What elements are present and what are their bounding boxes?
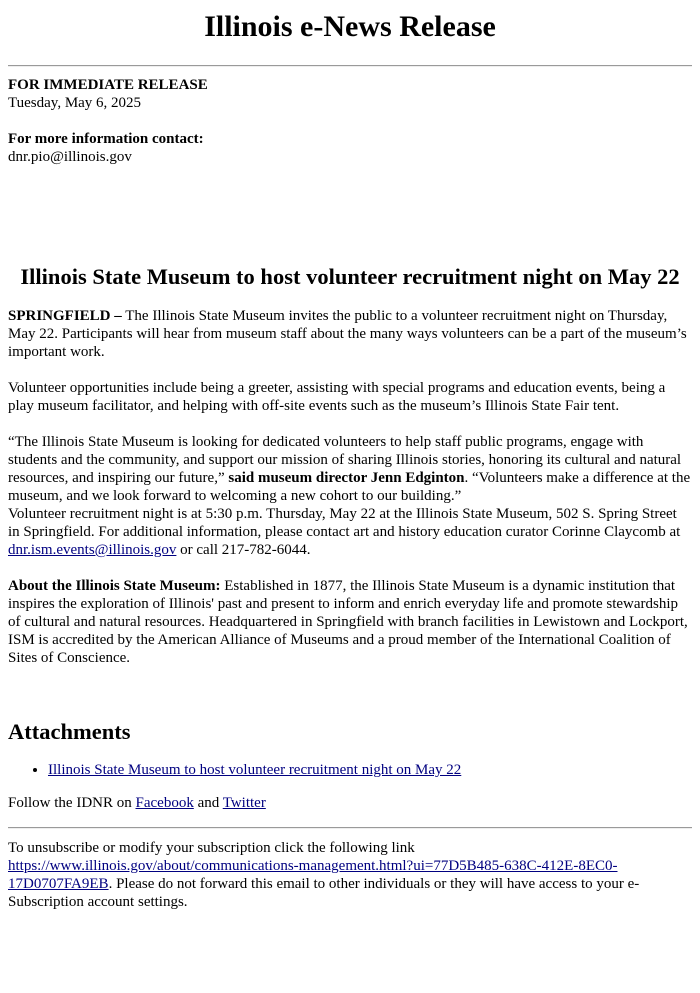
attachments-heading: Attachments bbox=[8, 719, 131, 744]
subscription-management-link[interactable]: https://www.illinois.gov/about/communications-management.html?ui=77D5B485-638C-412E-8EC0-17D0707FA9EB bbox=[8, 858, 618, 892]
release-date: Tuesday, May 6, 2025 bbox=[8, 95, 142, 111]
paragraph-about bbox=[8, 577, 692, 667]
attachment-item bbox=[48, 761, 692, 779]
news-release-page bbox=[0, 10, 700, 911]
about-text: Established in 1877, the Illinois State Museum is a dynamic institution that inspires the exploration of Illinois' past and present to inform and enrich everyday life and promote stewardship of cultural and natural resources. Headquartered in Springfield with branch facilities in Lewistown and Lockport, ISM is accredited by the American Alliance of Museums and a proud member of the International Coalition of Sites of Conscience. bbox=[8, 578, 688, 666]
unsubscribe-text-b: . Please do not forward this email to other individuals or they will have access to your e-Subscription account settings. bbox=[8, 876, 640, 910]
unsubscribe-text-a: To unsubscribe or modify your subscription click the following link bbox=[8, 840, 415, 856]
masthead-divider bbox=[8, 65, 692, 67]
events-email-link[interactable]: dnr.ism.events@illinois.gov bbox=[8, 542, 177, 558]
quote-part-a: “The Illinois State Museum is looking for dedicated volunteers to help staff public programs, engage with students and the community, and support our mission of sharing Illinois stories, honoring its cultural and natural resources, and inspiring our future,” bbox=[8, 434, 682, 486]
paragraph-event-details bbox=[8, 505, 692, 559]
contact-email: dnr.pio@illinois.gov bbox=[8, 149, 132, 165]
event-details-text-a: Volunteer recruitment night is at 5:30 p.m. Thursday, May 22 at the Illinois State Museum, 502 S. Spring Street in Springfield. For additional information, please contact art and history education curator Corinne Claycomb at bbox=[8, 506, 681, 540]
event-details-text-b: or call 217-782-6044. bbox=[176, 542, 311, 558]
about-label: About the Illinois State Museum: bbox=[8, 578, 221, 594]
paragraph-opportunities: Volunteer opportunities include being a greeter, assisting with special programs and education events, being a play museum facilitator, and helping with off-site events such as the museum’s Illinois State Fair tent. bbox=[8, 380, 666, 414]
facebook-link[interactable]: Facebook bbox=[135, 795, 194, 811]
release-info bbox=[8, 76, 692, 112]
quote-part-b: . “Volunteers make a difference at the museum, and we look forward to welcoming a new cohort to our building.” bbox=[8, 470, 691, 504]
dateline: SPRINGFIELD – bbox=[8, 308, 122, 324]
quote-attribution: said museum director Jenn Edginton bbox=[228, 470, 465, 486]
attachments-list bbox=[8, 761, 692, 779]
paragraph-intro-text: The Illinois State Museum invites the public to a volunteer recruitment night on Thursday, May 22. Participants will hear from museum staff about the many ways volunteers can be a part of the museum’s important work. bbox=[8, 308, 687, 360]
twitter-link[interactable]: Twitter bbox=[222, 795, 266, 811]
release-label: FOR IMMEDIATE RELEASE bbox=[8, 77, 208, 93]
social-and: and bbox=[193, 795, 223, 811]
social-links bbox=[8, 794, 692, 812]
attachment-link[interactable]: Illinois State Museum to host volunteer recruitment night on May 22 bbox=[48, 762, 462, 778]
paragraph-intro bbox=[8, 307, 692, 361]
footer-divider bbox=[8, 827, 692, 829]
contact-label: For more information contact: bbox=[8, 131, 204, 147]
spacer bbox=[8, 112, 692, 130]
unsubscribe-footer bbox=[8, 839, 692, 911]
paragraph-quote bbox=[8, 433, 692, 505]
social-prefix: Follow the IDNR on bbox=[8, 795, 136, 811]
masthead-title: Illinois e-News Release bbox=[204, 10, 496, 43]
article-headline: Illinois State Museum to host volunteer recruitment night on May 22 bbox=[20, 264, 680, 289]
contact-info bbox=[8, 130, 692, 166]
